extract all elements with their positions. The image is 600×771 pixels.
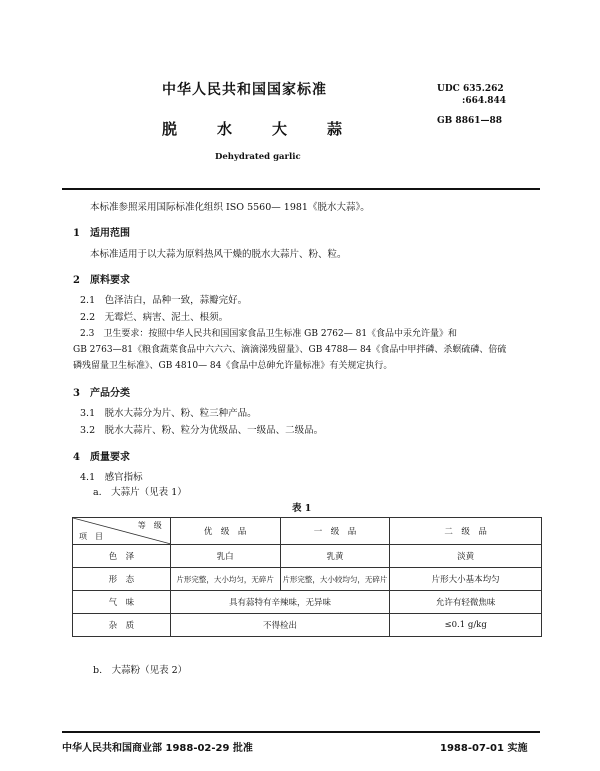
udc-code-line1: UDC 635.262 xyxy=(437,84,504,94)
corner-label-grade: 等 级 xyxy=(137,521,162,530)
header-grade-second: 二 级 品 xyxy=(390,518,542,545)
document-title xyxy=(162,118,342,139)
table-cell: 淡黄 xyxy=(390,545,542,568)
section-4-title: 4 质量要求 xyxy=(73,452,130,463)
table-row xyxy=(73,591,542,614)
clause-3-2: 3.2 脱水大蒜片、粉、粒分为优级品、一级品、二级品。 xyxy=(80,425,324,436)
table-cell-merged: 不得检出 xyxy=(170,614,390,637)
table-row xyxy=(73,545,542,568)
clause-4-1-a: a. 大蒜片（见表 1） xyxy=(93,487,187,498)
clause-2-3-line2: GB 2763—81《粮食蔬菜食品中六六六、滴滴涕残留量》、GB 4788— 84《食品中甲拌磷、杀螟硫磷、倍硫 xyxy=(73,345,507,355)
table-corner-cell xyxy=(73,518,171,545)
intro-text: 本标准参照采用国际标准化组织 ISO 5560— 1981《脱水大蒜》。 xyxy=(90,202,370,213)
section-1-title: 1 适用范围 xyxy=(73,228,130,239)
section-1-text: 本标准适用于以大蒜为原料热风干燥的脱水大蒜片、粉、粒。 xyxy=(90,249,347,260)
table-cell-merged: 具有蒜特有辛辣味，无异味 xyxy=(170,591,390,614)
title-char: 脱 xyxy=(162,120,178,138)
header-grade-premium: 优 级 品 xyxy=(170,518,280,545)
org-title: 中华人民共和国国家标准 xyxy=(162,82,327,98)
table-1 xyxy=(72,517,542,637)
row-item: 色 泽 xyxy=(73,545,171,568)
corner-label-item: 项 目 xyxy=(79,532,103,541)
table-cell: 乳黄 xyxy=(280,545,390,568)
table-cell: ≤0.1 g/kg xyxy=(390,614,542,637)
table-row xyxy=(73,568,542,591)
clause-2-3-line1: 2.3 卫生要求：按照中华人民共和国国家食品卫生标准 GB 2762— 81《食品中汞允许量》和 xyxy=(80,329,458,339)
udc-code-line2: :664.844 xyxy=(462,96,507,106)
header-grade-first: 一 级 品 xyxy=(280,518,390,545)
title-char: 蒜 xyxy=(326,120,342,138)
table-1-caption: 表 1 xyxy=(292,503,312,514)
table-row xyxy=(73,614,542,637)
clause-2-1: 2.1 色泽洁白，品种一致，蒜瓣完好。 xyxy=(80,295,248,306)
section-2-title: 2 原料要求 xyxy=(73,275,130,286)
title-char: 大 xyxy=(271,120,287,138)
title-char: 水 xyxy=(216,120,232,138)
section-3-title: 3 产品分类 xyxy=(73,388,130,399)
clause-3-1: 3.1 脱水大蒜分为片、粉、粒三种产品。 xyxy=(80,408,257,419)
issuer-approval: 中华人民共和国商业部 1988-02-29 批准 xyxy=(62,743,253,754)
standard-number: GB 8861—88 xyxy=(437,116,502,126)
row-item: 气 味 xyxy=(73,591,171,614)
clause-2-3-line3: 磷残留量卫生标准》、GB 4810— 84《食品中总砷允许量标准》有关规定执行。 xyxy=(73,361,393,371)
table-cell: 允许有轻微焦味 xyxy=(390,591,542,614)
clause-2-2: 2.2 无霉烂、病害、泥土、根须。 xyxy=(80,312,229,323)
effective-date: 1988-07-01 实施 xyxy=(440,743,528,754)
clause-4-1: 4.1 感官指标 xyxy=(80,472,143,483)
row-item: 杂 质 xyxy=(73,614,171,637)
row-item: 形 态 xyxy=(73,568,171,591)
english-title: Dehydrated garlic xyxy=(215,152,301,162)
table-cell: 乳白 xyxy=(170,545,280,568)
table-cell: 片形完整，大小较均匀，无碎片 xyxy=(280,568,390,591)
table-cell: 片形完整，大小均匀，无碎片 xyxy=(170,568,280,591)
header-divider xyxy=(62,188,540,190)
table-cell: 片形大小基本均匀 xyxy=(390,568,542,591)
footer-divider xyxy=(62,731,540,733)
clause-4-1-b: b. 大蒜粉（见表 2） xyxy=(93,665,188,676)
